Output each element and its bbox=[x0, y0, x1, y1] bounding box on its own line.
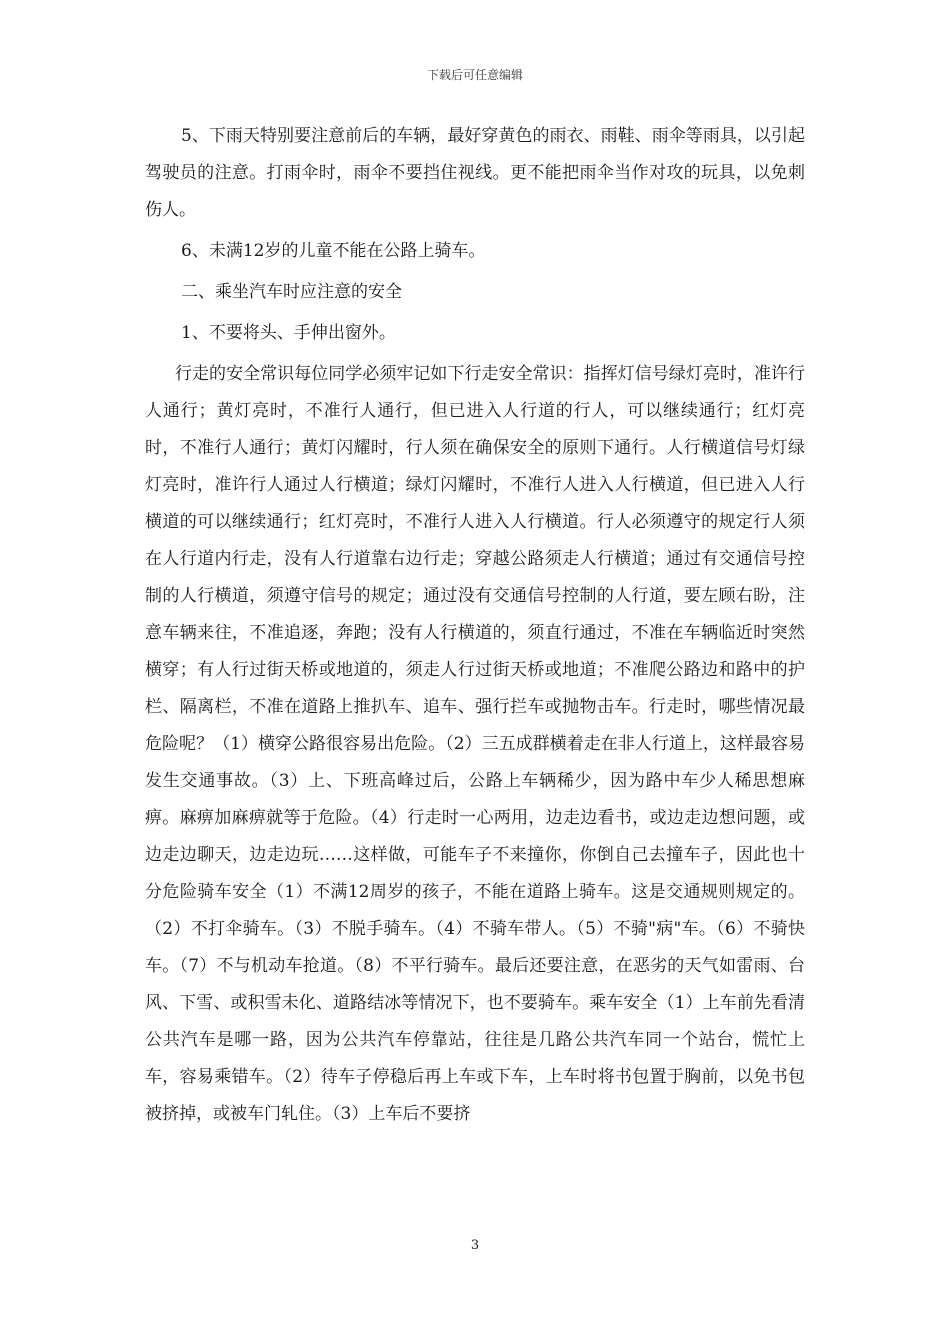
document-body bbox=[145, 118, 805, 1137]
paragraph-walking-safety: 行走的安全常识每位同学必须牢记如下行走安全常识：指挥灯信号绿灯亮时，准许行人通行；黄灯亮时，不准行人通行，但已进入人行道的行人，可以继续通行；红灯亮时，不准行人通行；黄灯闪耀时，行人须在确保安全的原则下通行。人行横道信号灯绿灯亮时，准许行人通过人行横道；绿灯闪耀时，不准行人进入人行横道，但已进入人行横道的可以继续通行；红灯亮时，不准行人进入人行横道。行人必须遵守的规定行人须在人行道内行走，没有人行道靠右边行走；穿越公路须走人行横道；通过有交通信号控制的人行横道，须遵守信号的规定；通过没有交通信号控制的人行道，要左顾右盼，注意车辆来往，不准追逐，奔跑；没有人行横道的，须直行通过，不准在车辆临近时突然横穿；有人行过街天桥或地道的，须走人行过街天桥或地道；不准爬公路边和路中的护栏、隔离栏，不准在道路上推扒车、追车、强行拦车或抛物击车。行走时，哪些情况最危险呢？（1）横穿公路很容易出危险。（2）三五成群横着走在非人行道上，这样最容易发生交通事故。（3）上、下班高峰过后，公路上车辆稀少，因为路中车少人稀思想麻痹。麻痹加麻痹就等于危险。（4）行走时一心两用，边走边看书，或边走边想问题，或边走边聊天，边走边玩……这样做，可能车子不来撞你，你倒自己去撞车子，因此也十分危险骑车安全（1）不满12周岁的孩子，不能在道路上骑车。这是交通规则规定的。（2）不打伞骑车。（3）不脱手骑车。（4）不骑车带人。（5）不骑"病"车。（6）不骑快车。（7）不与机动车抢道。（8）不平行骑车。最后还要注意，在恶劣的天气如雷雨、台风、下雪、或积雪未化、道路结冰等情况下，也不要骑车。乘车安全（1）上车前先看清公共汽车是哪一路，因为公共汽车停靠站，往往是几路公共汽车同一个站台，慌忙上车，容易乘错车。（2）待车子停稳后再上车或下车，上车时将书包置于胸前，以免书包被挤掉，或被车门轧住。（3）上车后不要挤 bbox=[145, 364, 805, 1124]
section-heading-bus-safety: 二、乘坐汽车时应注意的安全 bbox=[181, 282, 402, 302]
page-header: 下载后可任意编辑 bbox=[426, 68, 523, 82]
paragraph-child-cycling: 6、未满12岁的儿童不能在公路上骑车。 bbox=[181, 241, 486, 261]
paragraph-window: 1、不要将头、手伸出窗外。 bbox=[181, 323, 396, 343]
page-number: 3 bbox=[470, 1238, 480, 1253]
paragraph-rain-safety: 5、下雨天特别要注意前后的车辆，最好穿黄色的雨衣、雨鞋、雨伞等雨具，以引起驾驶员的注意。打雨伞时，雨伞不要挡住视线。更不能把雨伞当作对攻的玩具，以免刺伤人。 bbox=[145, 126, 805, 220]
